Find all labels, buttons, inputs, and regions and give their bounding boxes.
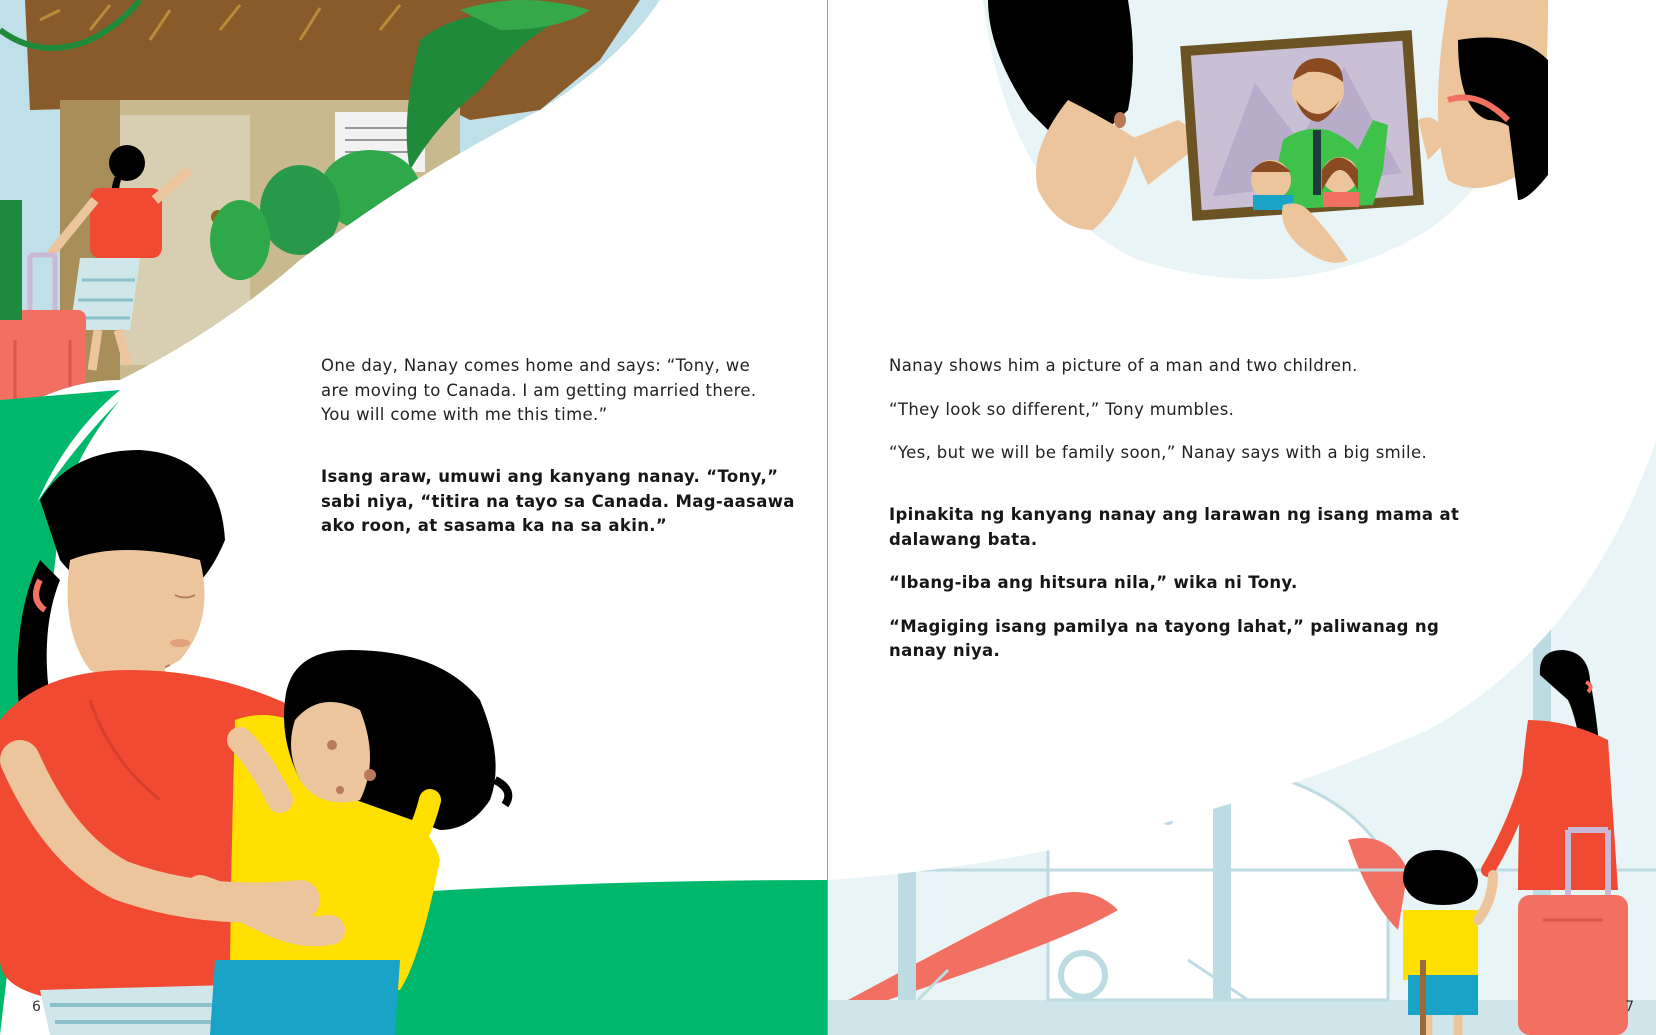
english-line-3: You will come with me this time.”	[321, 405, 608, 424]
tagalog-paragraph-3-line-1: “Magiging isang pamilya na tayong lahat,” paliwanag ng	[889, 616, 1440, 636]
english-text-block	[321, 354, 791, 428]
tagalog-paragraph-2	[889, 571, 1629, 596]
page-number-right: 7	[1625, 999, 1634, 1015]
page-number-left: 6	[32, 999, 41, 1015]
tagalog-text-block	[321, 465, 801, 539]
tagalog-paragraph-3-line-2: nanay niya.	[889, 641, 1001, 660]
tagalog-paragraph-1-line-1: Ipinakita ng kanyang nanay ang larawan ng isang mama at	[889, 505, 1460, 524]
tagalog-paragraph-3	[889, 615, 1629, 664]
right-page	[828, 0, 1656, 1035]
tagalog-paragraph-2-line-1: “Ibang-iba ang hitsura nila,” wika ni Tony.	[889, 573, 1298, 592]
tagalog-line-2: sabi niya, “titira na tayo sa Canada. Mag-aasawa	[321, 491, 795, 511]
page-gutter	[827, 0, 828, 1035]
english-paragraph-2: “They look so different,” Tony mumbles.	[889, 399, 1235, 419]
english-paragraphs	[889, 354, 1629, 466]
tagalog-paragraphs	[889, 503, 1629, 664]
english-line-1: One day, Nanay comes home and says: “Tony, we	[321, 356, 751, 375]
english-paragraph-1: Nanay shows him a picture of a man and two children.	[889, 356, 1358, 375]
english-paragraph-3: “Yes, but we will be family soon,” Nanay says with a big smile.	[889, 443, 1428, 462]
tagalog-paragraph-1-line-2: dalawang bata.	[889, 529, 1038, 549]
tagalog-line-3: ako roon, at sasama ka na sa akin.”	[321, 516, 668, 535]
tagalog-line-1: Isang araw, umuwi ang kanyang nanay. “Tony,”	[321, 467, 779, 486]
tagalog-paragraph-1	[889, 503, 1629, 552]
english-line-2: are moving to Canada. I am getting married there.	[321, 380, 757, 400]
